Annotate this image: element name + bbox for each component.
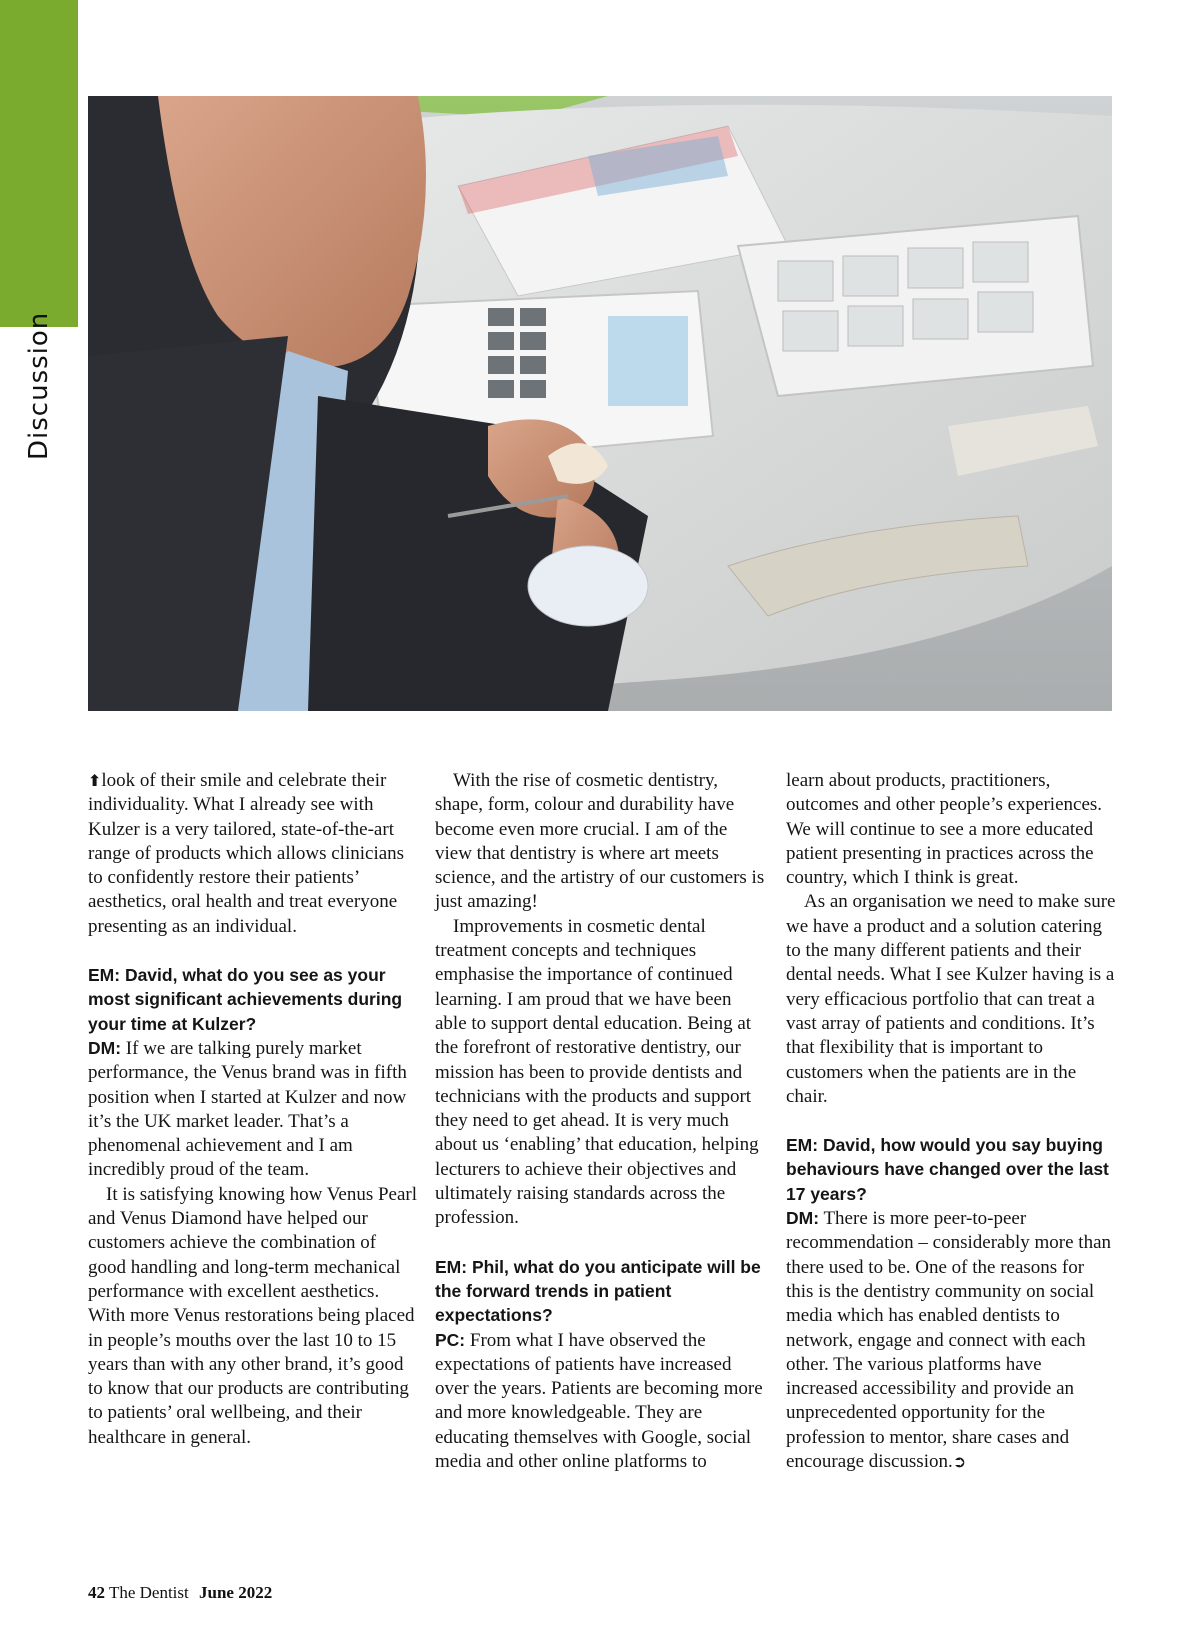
answer-text: From what I have observed the expectations of patients have increased over the years. Patients are becoming more and more knowledgeable. They are educating themselves with Google, social media and other online platforms to [435,1329,763,1473]
paragraph: With the rise of cosmetic dentistry, shape, form, colour and durability have become even more crucial. I am of the view that dentistry is where art meets science, and the artistry of our customers is just amazing! [435,770,765,913]
paragraph: learn about products, practitioners, outcomes and other people’s experiences. We will continue to see a more educated patient presenting in practices across the country, which I think is great. [786,770,1103,889]
section-label: Discussion [24,311,54,460]
answer-paragraph [435,1328,765,1475]
column-3 [786,769,1116,1474]
paragraph: It is satisfying knowing how Venus Pearl and Venus Diamond have helped our customers achieve the combination of good handling and long-term mechanical performance with excellent aesthetics. With more Venus restorations being placed in people’s mouths over the last 10 to 15 years than with any other brand, it’s good to know that our products are contributing to patients’ oral wellbeing, and their healthcare in general. [88,1183,418,1448]
question-heading: EM: David, what do you see as your most significant achievements during your time at Kulzer? [88,965,403,1034]
question-heading: EM: Phil, what do you anticipate will be the forward trends in patient expectations? [435,1256,761,1326]
page-number: 42 [88,1583,105,1602]
article-photo [88,96,1112,711]
speaker-label: DM: [786,1208,820,1229]
answer-text: If we are talking purely market performance, the Venus brand was in fifth position when I started at Kulzer and now it’s the UK market leader. That’s a phenomenal achievement and I am incredibly proud of the team. [88,1037,407,1181]
continued-from-arrow-icon: ⬆ [88,771,102,790]
paragraph-text: look of their smile and celebrate their individuality. What I already see with Kulzer is a very tailored, state-of-the-art range of products which allows clinicians to confidently restore their patients’ aesthetics, oral health and treat everyone presenting as an individual. [88,770,405,937]
answer-text: There is more peer-to-peer recommendation – considerably more than there used to be. One of the reasons for this is the dentistry community on social media which has enabled dentists to network, engage and connect with each other. The various platforms have increased accessibility and provide an unprecedented opportunity for the profession to mentor, share cases and encourage discussion. [786,1208,1112,1473]
speaker-label: PC: [435,1329,466,1350]
answer-paragraph [88,1036,418,1183]
question-heading: EM: David, how would you say buying behaviours have changed over the last 17 years? [786,1135,1109,1204]
page-footer [88,1583,272,1603]
answer-paragraph [786,1206,1116,1474]
column-2 [435,769,765,1474]
paragraph: Improvements in cosmetic dental treatment concepts and techniques emphasise the importance of continued learning. I am proud that we have been able to support dental education. Being at the forefront of restorative dentistry, our mission has been to provide dentists and technicians with the products and support they need to get ahead. It is very much about us ‘enabling’ that education, helping lecturers to achieve their objectives and ultimately raising standards across the profession. [435,915,759,1229]
speaker-label: DM: [88,1037,122,1058]
paragraph: As an organisation we need to make sure we have a product and a solution catering to the many different patients and their dental needs. What I see Kulzer having is a very efficacious portfolio that can treat a vast array of patients and conditions. It’s that flexibility that is important to customers when the patients are in the chair. [786,891,1116,1107]
issue-date: June 2022 [199,1583,273,1602]
continued-arrow-icon: ➲ [952,1452,967,1472]
column-1 [88,769,418,1450]
paragraph [88,769,418,939]
publication-name: The Dentist [108,1583,189,1602]
